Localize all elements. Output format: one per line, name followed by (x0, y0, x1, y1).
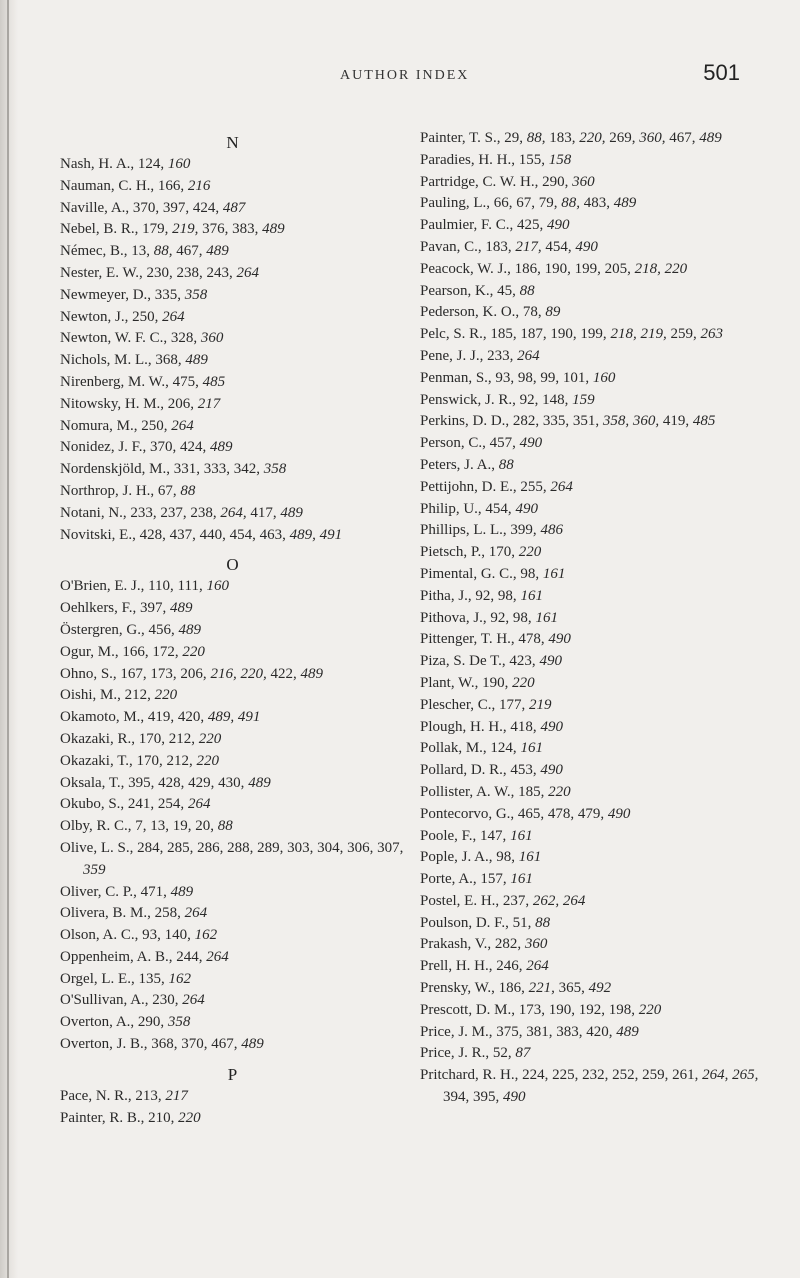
entry-text: Philip, U., 454, (420, 500, 516, 517)
entry-text: Nauman, C. H., 166, (60, 177, 188, 194)
entry-text: Pople, J. A., 98, (420, 849, 519, 866)
index-entry (420, 738, 765, 760)
index-entry (420, 281, 765, 303)
index-entry (60, 947, 405, 969)
entry-pages-italic: 492 (588, 980, 612, 997)
entry-text: Pontecorvo, G., 465, 478, 479, (420, 805, 608, 822)
entry-text: Olson, A. C., 93, 140, (60, 927, 195, 944)
index-entry (60, 1108, 405, 1130)
entry-text: 467, (172, 243, 207, 260)
entry-text: Pearson, K., 45, (420, 282, 520, 299)
entry-text: Prakash, V., 282, (420, 936, 525, 953)
entry-pages-italic: 360, (639, 130, 666, 146)
index-entry (420, 608, 765, 630)
entry-text: Peters, J. A., (420, 456, 499, 473)
entry-pages-italic: 220 (518, 544, 542, 561)
index-entry (60, 198, 405, 220)
entry-text: Nordenskjöld, M., 331, 333, 342, (60, 461, 264, 478)
entry-text: Olby, R. C., 7, 13, 19, 20, (60, 818, 218, 835)
entry-text: Person, C., 457, (420, 435, 520, 452)
index-entry (60, 576, 405, 598)
index-entry (420, 237, 765, 259)
entry-text: Pitha, J., 92, 98, (420, 587, 521, 604)
entry-pages-italic: 490 (540, 718, 563, 735)
entry-pages-italic: 264 (236, 264, 259, 281)
entry-pages-italic: 358 (184, 286, 208, 303)
entry-text: Pettijohn, D. E., 255, (420, 478, 551, 495)
entry-text: Pavan, C., 183, (420, 238, 516, 255)
entry-text: Peacock, W. J., 186, 190, 199, 205, (420, 260, 635, 277)
entry-pages-italic: 87 (515, 1045, 531, 1062)
index-entry (420, 673, 765, 695)
index-entry (60, 307, 405, 329)
index-entry (420, 978, 765, 1000)
index-entry (420, 150, 765, 172)
entry-pages-italic: 216 (187, 177, 211, 194)
index-entry (60, 794, 405, 816)
entry-pages-italic: 264 (517, 347, 540, 364)
index-entry (420, 324, 765, 346)
entry-pages-italic: 490 (607, 805, 631, 822)
entry-pages-italic: 489 (170, 600, 193, 617)
entry-text: Poole, F., 147, (420, 827, 511, 844)
index-entry (420, 782, 765, 804)
index-entry (60, 685, 405, 707)
index-entry (60, 503, 405, 525)
index-entry (60, 437, 405, 459)
entry-pages-italic: 161 (510, 871, 533, 888)
index-entry (420, 891, 765, 913)
entry-pages-italic: 490 (519, 435, 543, 452)
index-entry (60, 481, 405, 503)
entry-text: Price, J. R., 52, (420, 1045, 516, 1062)
entry-text: 365, (554, 980, 589, 997)
entry-pages-italic: 162 (168, 970, 191, 987)
index-entry (420, 302, 765, 324)
index-entry (420, 934, 765, 956)
entry-text: 454, (541, 238, 576, 255)
entry-text: Pithova, J., 92, 98, (420, 609, 536, 626)
entry-pages-italic: 360 (524, 936, 548, 953)
index-entry (60, 372, 405, 394)
entry-pages-italic: 216, 220, (210, 665, 267, 682)
entry-pages-italic: 161 (542, 565, 566, 582)
entry-text: 394, 395, (443, 1089, 503, 1106)
entry-pages-italic: 489 (613, 195, 637, 212)
entry-text: Painter, T. S., 29, (420, 130, 527, 146)
entry-pages-italic: 358 (167, 1014, 191, 1031)
page-number: 501 (703, 60, 740, 85)
entry-text: Nirenberg, M. W., 475, (60, 373, 203, 390)
right-index-column (420, 128, 765, 1109)
index-entry (60, 416, 405, 438)
entry-text: Pelc, S. R., 185, 187, 190, 199, (420, 326, 611, 343)
entry-pages-italic: 88 (535, 914, 551, 931)
entry-pages-italic: 89 (545, 304, 561, 321)
index-entry (420, 760, 765, 782)
entry-text: Pollister, A. W., 185, (420, 783, 549, 800)
entry-pages-italic: 264 (206, 948, 229, 965)
entry-pages-italic: 220 (198, 730, 222, 747)
entry-text: Prell, H. H., 246, (420, 958, 527, 975)
entry-pages-italic: 360 (200, 330, 224, 347)
entry-text: Pace, N. R., 213, (60, 1087, 166, 1104)
entry-pages-italic: 489 (699, 130, 722, 146)
entry-pages-italic: 221, (528, 980, 555, 997)
entry-text: O'Sullivan, A., 230, (60, 992, 183, 1009)
entry-text: Olive, L. S., 284, 285, 286, 288, 289, 303, 304, 306, 307, (60, 839, 404, 856)
entry-text: Newton, W. F. C., 328, (60, 330, 201, 347)
entry-text: Oliver, C. P., 471, (60, 883, 171, 900)
entry-text: Némec, B., 13, (60, 243, 154, 260)
entry-pages-italic: 161 (520, 587, 543, 604)
entry-text: Perkins, D. D., 282, 335, 351, (420, 413, 603, 430)
entry-text: Notani, N., 233, 237, 238, (60, 504, 221, 521)
index-entry (420, 215, 765, 237)
index-entry (60, 882, 405, 904)
entry-pages-italic: 217, (515, 238, 542, 255)
index-entry (60, 525, 405, 547)
entry-pages-italic: 489 (206, 243, 229, 260)
entry-text: Nebel, B. R., 179, (60, 221, 173, 238)
index-entry (420, 390, 765, 412)
entry-text: Piza, S. De T., 423, (420, 653, 540, 670)
index-entry (420, 542, 765, 564)
entry-pages-italic: 88, (526, 130, 546, 146)
entry-pages-italic: 220 (178, 1109, 201, 1126)
index-entry (60, 263, 405, 285)
entry-text: Nitowsky, H. M., 206, (60, 395, 198, 412)
index-entry (420, 1022, 765, 1044)
entry-text: Pietsch, P., 170, (420, 544, 519, 561)
entry-pages-italic: 490 (575, 238, 598, 255)
section-letter: P (227, 1064, 238, 1084)
entry-text: Porte, A., 157, (420, 871, 511, 888)
index-entry (60, 154, 405, 176)
entry-text: Penswick, J. R., 92, 148, (420, 391, 573, 408)
entry-pages-italic: 220 (182, 643, 205, 660)
index-entry (60, 219, 405, 241)
entry-pages-italic: 490 (515, 500, 538, 517)
index-entry (60, 773, 405, 795)
index-entry (420, 1000, 765, 1022)
entry-text: Oksala, T., 395, 428, 429, 430, (60, 774, 249, 791)
entry-pages-italic: 264 (550, 478, 573, 495)
index-entry (420, 128, 765, 150)
index-entry (60, 394, 405, 416)
page-left-edge (0, 0, 18, 1278)
entry-text: 422, (266, 665, 301, 682)
index-entry (420, 869, 765, 891)
index-entry (420, 826, 765, 848)
index-entry (420, 433, 765, 455)
entry-text: 483, (580, 195, 614, 212)
entry-pages-italic: 161 (535, 609, 558, 626)
entry-pages-italic: 489 (178, 621, 201, 638)
entry-text: Östergren, G., 456, (60, 621, 179, 638)
entry-pages-italic: 358, 360, (602, 413, 660, 430)
entry-pages-italic: 487 (222, 199, 246, 216)
index-entry (60, 241, 405, 263)
index-entry (420, 1065, 765, 1109)
entry-text: Pollard, D. R., 453, (420, 762, 541, 779)
entry-pages-italic: 489 (248, 774, 271, 791)
entry-pages-italic: 88 (498, 456, 514, 473)
binding-shadow (7, 0, 9, 1278)
entry-text: Pollak, M., 124, (420, 740, 521, 757)
index-entry (420, 847, 765, 869)
entry-text: 419, (659, 413, 693, 430)
index-entry (60, 176, 405, 198)
index-entry (60, 642, 405, 664)
entry-pages-italic: 490 (548, 631, 571, 648)
entry-pages-italic: 162 (194, 927, 218, 944)
entry-pages-italic: 358 (263, 461, 287, 478)
index-entry (420, 956, 765, 978)
entry-pages-italic: 217 (165, 1087, 188, 1104)
entry-pages-italic: 160 (592, 369, 616, 386)
index-entry (60, 620, 405, 642)
entry-text: Postel, E. H., 237, (420, 892, 533, 909)
entry-text: Nester, E. W., 230, 238, 243, (60, 264, 237, 281)
index-entry (420, 717, 765, 739)
entry-pages-italic: 88 (519, 282, 535, 299)
entry-text: Nonidez, J. F., 370, 424, (60, 439, 211, 456)
section-letter: N (226, 133, 239, 152)
entry-text: Nomura, M., 250, (60, 417, 172, 434)
entry-pages-italic: 360 (572, 173, 595, 190)
index-entry (60, 925, 405, 947)
entry-text: Ohno, S., 167, 173, 206, (60, 665, 211, 682)
index-entry (60, 707, 405, 729)
index-entry (420, 564, 765, 586)
entry-text: Oehlkers, F., 397, (60, 600, 171, 617)
entry-text: Plough, H. H., 418, (420, 718, 541, 735)
index-entry (60, 350, 405, 372)
index-entry (420, 1043, 765, 1065)
entry-pages-italic: 489 (241, 1036, 264, 1053)
entry-text: Okazaki, R., 170, 212, (60, 730, 199, 747)
index-entry (420, 193, 765, 215)
entry-text: Okazaki, T., 170, 212, (60, 752, 197, 769)
entry-pages-italic: 219 (528, 696, 552, 713)
entry-pages-italic: 219, (172, 221, 199, 238)
entry-pages-italic: 160 (206, 578, 229, 595)
entry-pages-italic: 160 (167, 156, 191, 172)
entry-text: 417, (246, 504, 281, 521)
entry-pages-italic: 264 (184, 905, 208, 922)
entry-pages-italic: 264 (182, 992, 205, 1009)
entry-pages-italic: 264 (187, 796, 211, 813)
index-entry (420, 259, 765, 281)
entry-pages-italic: 158 (548, 151, 572, 168)
entry-pages-italic: 489 (280, 504, 303, 521)
entry-pages-italic: 217 (197, 395, 221, 412)
entry-text: Plescher, C., 177, (420, 696, 529, 713)
entry-pages-italic: 220 (154, 687, 178, 704)
entry-text: Prensky, W., 186, (420, 980, 529, 997)
entry-pages-italic: 264, (220, 504, 247, 521)
index-entry (420, 477, 765, 499)
entry-pages-italic: 220 (548, 783, 571, 800)
entry-pages-italic: 489 (210, 439, 233, 456)
entry-pages-italic: 489, 491 (289, 526, 343, 543)
index-entry (60, 729, 405, 751)
entry-text: Pederson, K. O., 78, (420, 304, 546, 321)
running-title: AUTHOR INDEX (340, 68, 470, 83)
entry-pages-italic: 220 (638, 1001, 662, 1018)
index-entry (60, 598, 405, 620)
entry-pages-italic: 489 (616, 1023, 639, 1040)
entry-pages-italic: 490 (539, 653, 562, 670)
entry-pages-italic: 485 (692, 413, 716, 430)
entry-text: 467, (665, 130, 700, 146)
entry-pages-italic: 88 (217, 818, 233, 835)
entry-text: Novitski, E., 428, 437, 440, 454, 463, (60, 526, 290, 543)
entry-pages-italic: 161 (518, 849, 542, 866)
entry-text: Orgel, L. E., 135, (60, 970, 169, 987)
entry-pages-italic: 161 (520, 740, 543, 757)
entry-pages-italic: 264 (526, 958, 549, 975)
entry-text: Pritchard, R. H., 224, 225, 232, 252, 259, 261, (420, 1067, 703, 1084)
entry-pages-italic: 264, 265, (702, 1067, 759, 1084)
entry-text: Oishi, M., 212, (60, 687, 155, 704)
entry-text: Newton, J., 250, (60, 308, 163, 325)
index-entry (60, 328, 405, 350)
entry-pages-italic: 490 (540, 762, 563, 779)
index-entry (420, 804, 765, 826)
entry-text: Nash, H. A., 124, (60, 156, 168, 172)
index-entry (60, 459, 405, 481)
entry-text: Partridge, C. W. H., 290, (420, 173, 573, 190)
entry-pages-italic: 218, 220 (634, 260, 688, 277)
entry-text: Price, J. M., 375, 381, 383, 420, (420, 1023, 617, 1040)
entry-text: 259, (666, 326, 701, 343)
entry-pages-italic: 88, (153, 243, 173, 260)
entry-text: Paulmier, F. C., 425, (420, 217, 547, 234)
index-entry (420, 499, 765, 521)
index-entry (420, 520, 765, 542)
entry-pages-italic: 490 (546, 217, 570, 234)
entry-text: Phillips, L. L., 399, (420, 522, 541, 539)
index-entry (60, 990, 405, 1012)
entry-text: Newmeyer, D., 335, (60, 286, 185, 303)
entry-pages-italic: 88, (561, 195, 580, 212)
entry-text: Okubo, S., 241, 254, (60, 796, 188, 813)
entry-pages-italic: 489 (170, 883, 194, 900)
entry-text: Pittenger, T. H., 478, (420, 631, 549, 648)
entry-text: 183, (545, 130, 580, 146)
entry-pages-italic: 262, 264 (532, 892, 586, 909)
entry-text: Oppenheim, A. B., 244, (60, 948, 207, 965)
index-entry (420, 346, 765, 368)
entry-pages-italic: 359 (83, 861, 106, 878)
index-entry (60, 1086, 405, 1108)
entry-pages-italic: 218, 219, (610, 326, 667, 343)
entry-text: Nichols, M. L., 368, (60, 352, 186, 369)
index-entry (420, 411, 765, 433)
entry-text: 376, 383, (198, 221, 263, 238)
entry-text: Paradies, H. H., 155, (420, 151, 549, 168)
entry-pages-italic: 489 (185, 352, 208, 369)
entry-pages-italic: 486 (540, 522, 563, 539)
entry-pages-italic: 489 (300, 665, 323, 682)
entry-text: Overton, A., 290, (60, 1014, 168, 1031)
index-entry (420, 695, 765, 717)
section-letter: O (226, 555, 239, 575)
entry-text: Okamoto, M., 419, 420, (60, 709, 208, 726)
entry-pages-italic: 159 (572, 391, 595, 408)
entry-pages-italic: 485 (202, 373, 226, 390)
entry-text: Naville, A., 370, 397, 424, (60, 199, 223, 216)
page-header (0, 60, 800, 100)
index-entry (60, 969, 405, 991)
index-entry (420, 368, 765, 390)
index-entry (420, 629, 765, 651)
entry-text: Painter, R. B., 210, (60, 1109, 179, 1126)
entry-pages-italic: 263 (700, 326, 723, 343)
index-entry (420, 586, 765, 608)
entry-pages-italic: 489 (262, 221, 285, 238)
entry-text: Pene, J. J., 233, (420, 347, 518, 364)
entry-text: Ogur, M., 166, 172, (60, 643, 183, 660)
index-entry (60, 1012, 405, 1034)
index-entry (60, 751, 405, 773)
index-entry (60, 1034, 405, 1056)
index-entry (420, 455, 765, 477)
section-gap (60, 546, 405, 550)
entry-pages-italic: 220 (512, 674, 535, 691)
entry-text: Northrop, J. H., 67, (60, 482, 181, 499)
entry-pages-italic: 161 (510, 827, 533, 844)
entry-text: Prescott, D. M., 173, 190, 192, 198, (420, 1001, 639, 1018)
section-gap (60, 1056, 405, 1060)
index-entry (60, 903, 405, 925)
entry-text: Pauling, L., 66, 67, 79, (420, 195, 562, 212)
entry-pages-italic: 489, 491 (207, 709, 261, 726)
entry-text: Plant, W., 190, (420, 674, 513, 691)
index-entry (420, 172, 765, 194)
entry-pages-italic: 264 (171, 417, 194, 434)
entry-text: 269, (605, 130, 640, 146)
index-entry (60, 838, 405, 882)
entry-pages-italic: 264 (162, 308, 185, 325)
entry-text: Pimental, G. C., 98, (420, 565, 543, 582)
entry-text: Overton, J. B., 368, 370, 467, (60, 1036, 242, 1053)
entry-text: O'Brien, E. J., 110, 111, (60, 578, 207, 595)
left-index-column (60, 128, 405, 1129)
entry-pages-italic: 88 (180, 482, 196, 499)
entry-pages-italic: 220 (196, 752, 220, 769)
entry-text: Olivera, B. M., 258, (60, 905, 185, 922)
entry-text: Penman, S., 93, 98, 99, 101, (420, 369, 593, 386)
index-entry (60, 285, 405, 307)
index-entry (420, 651, 765, 673)
entry-pages-italic: 220, (579, 130, 606, 146)
entry-text: Poulson, D. F., 51, (420, 914, 536, 931)
index-entry (420, 913, 765, 935)
index-entry (60, 816, 405, 838)
entry-pages-italic: 490 (503, 1089, 526, 1106)
index-entry (60, 664, 405, 686)
